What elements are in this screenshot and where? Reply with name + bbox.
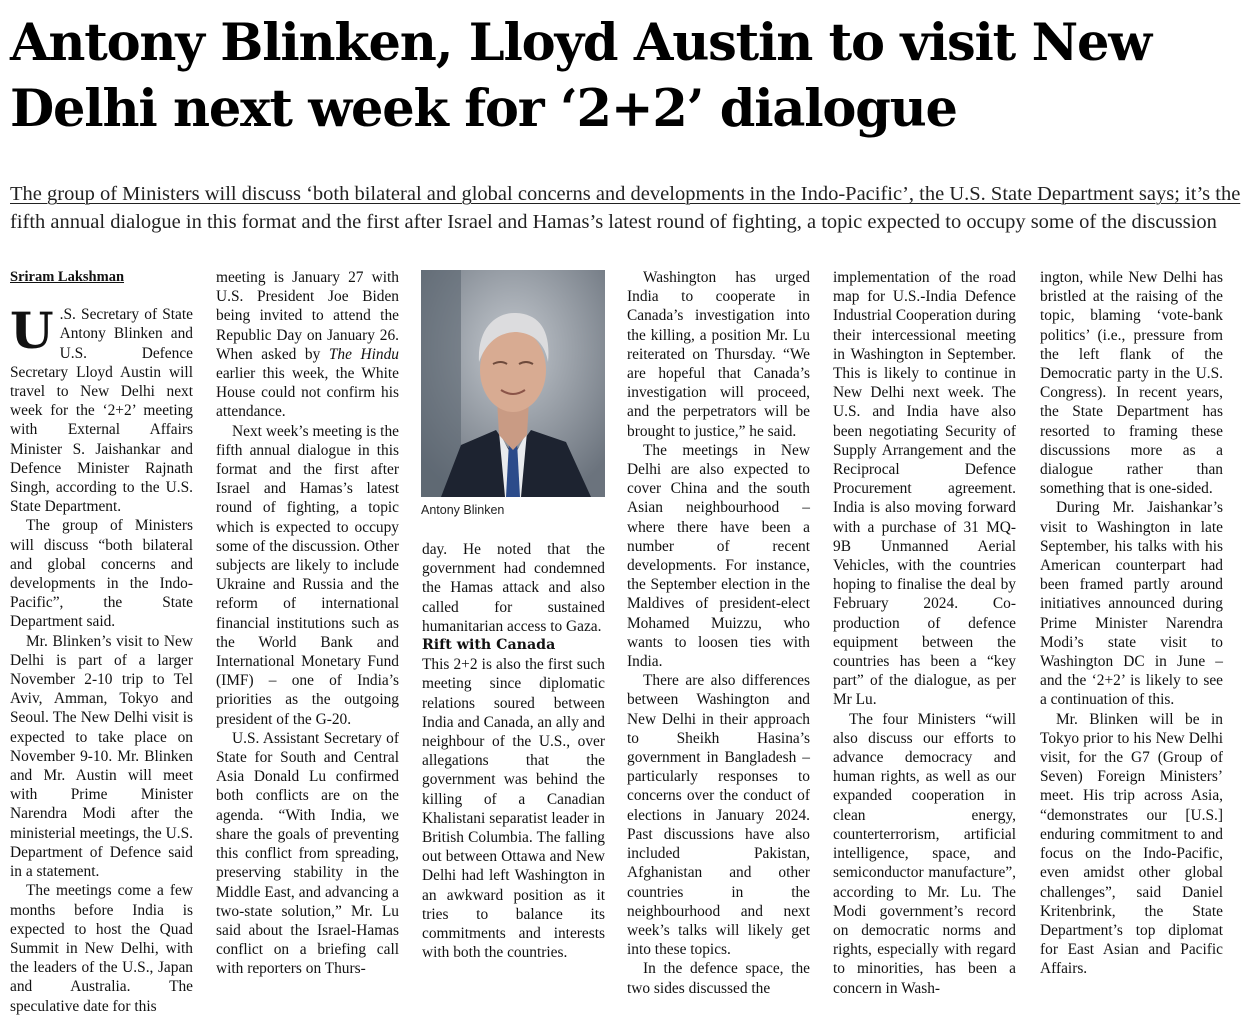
- paragraph: Mr. Blinken’s visit to New Delhi is part of a larger November 2-10 trip to Tel Aviv, Amman, Tokyo and Seoul. The New Delhi visit is expected to take place on November 9-10. Mr. Blinken and Mr. Austin will meet with Prime Minister Narendra Modi after the ministerial meetings, the U.S. Department of Defence said in a statement.: [10, 632, 193, 881]
- paragraph: implementation of the road map for U.S.-India Defence Industrial Cooperation during their intercessional meeting in Washington in September. This is likely to continue in New Delhi next week. The U.S. and India have also been negotiating Security of Supply Arrangement and the Reciprocal Defence Procurement agreement. India is also moving forward with a purchase of 31 MQ-9B Unmanned Aerial Vehicles, with the countries hoping to finalise the deal by February 2024. Co-production of defence equipment between the countries has been a “key part” of the dialogue, as per Mr Lu.: [833, 269, 1016, 709]
- subheading-rift-with-canada: Rift with Canada: [422, 637, 556, 654]
- paragraph: U.S. Assistant Secretary of State for South and Central Asia Donald Lu confirmed both conflicts are on the agenda. “With India, we share the goals of preventing this conflict from spreading, preserving stability in the Middle East, and advancing a two-state solution,” Mr. Lu said about the Israel-Hamas conflict on a briefing call with reporters on Thurs-: [216, 729, 399, 978]
- byline[interactable]: Sriram Lakshman: [10, 269, 125, 285]
- photo-caption: Antony Blinken: [421, 503, 505, 517]
- drop-cap: U: [10, 301, 54, 361]
- column-3: [422, 540, 605, 962]
- paragraph: The group of Ministers will discuss “both bilateral and global concerns and developments in the Indo-Pacific”, the State Department said.: [10, 517, 193, 631]
- standfirst-line-2: fifth annual dialogue in this format and the first after Israel and Hamas’s latest round of fighting, a topic expected to occupy some of the discussion: [10, 211, 1217, 233]
- portrait-illustration: [421, 270, 605, 497]
- column-6: [1040, 268, 1223, 979]
- column-1: [10, 268, 193, 1016]
- paragraph: There are also differences between Washington and New Delhi in their approach to Sheikh Hasina’s government in Bangladesh – particularly responses to concerns over the conduct of elections in January 2024. Past discussions have also included Pakistan, Afghanistan and other countries in the neighbourhood and next week’s talks will likely get into these topics.: [627, 672, 810, 959]
- paragraph: Next week’s meeting is the fifth annual dialogue in this format and the first after Israel and Hamas’s latest round of fighting, a topic which is expected to occupy some of the discussion. Other subjects are likely to include Ukraine and Russia and the reform of international financial institutions such as the World Bank and International Monetary Fund (IMF) – one of India’s priorities as the outgoing president of the G-20.: [216, 422, 399, 728]
- paragraph: Washington has urged India to cooperate in Canada’s investigation into the killing, a position Mr. Lu reiterated on Thursday. “We are hopeful that Canada’s investigation will proceed, and the perpetrators will be brought to justice,” he said.: [627, 269, 810, 440]
- paragraph: [216, 268, 399, 422]
- paragraph-text: meeting is January 27 with U.S. President Joe Biden being invited to attend the Republic Day on January 26. When asked by: [216, 269, 399, 363]
- paragraph: Mr. Blinken will be in Tokyo prior to his New Delhi visit, for the G7 (Group of Seven) Foreign Ministers’ meet. His trip across Asia, “demonstrates our [U.S.] enduring commitment to and focus on the Indo-Pacific, even amidst other global challenges”, said Daniel Kritenbrink, the State Department’s top diplomat for East Asian and Pacific Affairs.: [1040, 710, 1223, 978]
- paragraph: day. He noted that the government had condemned the Hamas attack and also called for sustained humanitarian access to Gaza.: [422, 541, 605, 635]
- paragraph: This 2+2 is also the first such meeting since diplomatic relations soured between India and Canada, an ally and neighbour of the U.S., over allegations that the government was behind the killing of a Canadian Khalistani separatist leader in British Columbia. The falling out between Ottawa and New Delhi had left Washington in an awkward position as it tries to balance its commitments and interests with both the countries.: [422, 656, 605, 962]
- paragraph: ington, while New Delhi has bristled at the raising of the topic, blaming ‘vote-bank politics’ (i.e., pressure from the left flank of the Democratic party in the U.S. Congress). In recent years, the State Department has resorted to framing these discussions more as a dialogue rather than something that is one-sided.: [1040, 269, 1223, 498]
- paragraph: The four Ministers “will also discuss our efforts to advance democracy and human rights, as well as our expanded cooperation in clean energy, counterterrorism, artificial intelligence, space, and semiconductor manufacture”, according to Mr. Lu. The Modi government’s record on democratic norms and rights, especially with regard to minorities, has been a concern in Wash-: [833, 710, 1016, 997]
- paragraph: The meetings come a few months before India is expected to host the Quad Summit in New Delhi, with the leaders of the U.S., Japan and Australia. The speculative date for this: [10, 882, 193, 1015]
- paragraph-text: earlier this week, the White House could not confirm his attendance.: [216, 365, 399, 421]
- standfirst-line-1: The group of Ministers will discuss ‘both bilateral and global concerns and developments in the Indo-Pacific’, the U.S. State Department says; it’s the: [10, 183, 1241, 205]
- paragraph-text: .S. Secretary of State Antony Blinken and U.S. Defence Secretary Lloyd Austin will travel to New Delhi next week for the ‘2+2’ meeting with External Affairs Minister S. Jaishankar and Defence Minister Rajnath Singh, according to the U.S. State Department.: [10, 306, 193, 516]
- publication-name: The Hindu: [328, 345, 399, 363]
- photo-antony-blinken: [421, 270, 605, 497]
- paragraph: [10, 301, 193, 516]
- paragraph: During Mr. Jaishankar’s visit to Washington in late September, his talks with his American counterpart had been framed partly around initiatives announced during Prime Minister Narendra Modi’s state visit to Washington DC in June – and the ‘2+2’ is likely to see a continuation of this.: [1040, 499, 1223, 709]
- standfirst: [10, 180, 1245, 236]
- column-5: [833, 268, 1016, 998]
- headline: Antony Blinken, Lloyd Austin to visit New Delhi next week for ‘2+2’ dialogue: [10, 13, 1151, 139]
- column-4: [627, 268, 810, 998]
- paragraph: The meetings in New Delhi are also expected to cover China and the south Asian neighbourhood – where there have been a number of recent developments. For instance, the September election in the Maldives of president-elect Mohamed Muizzu, who wants to loosen ties with India.: [627, 441, 810, 671]
- column-2: [216, 268, 399, 979]
- paragraph: In the defence space, the two sides discussed the: [627, 960, 810, 997]
